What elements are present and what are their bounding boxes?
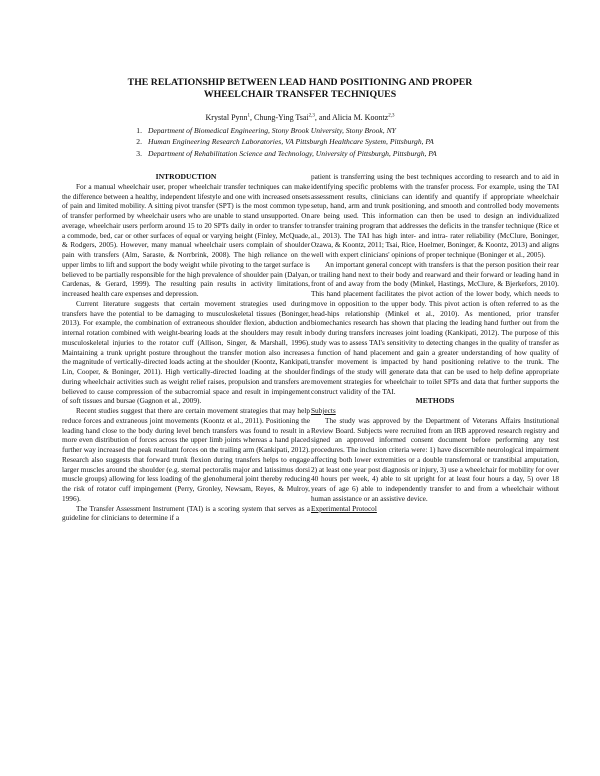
- protocol-subheading: Experimental Protocol: [311, 503, 377, 513]
- author-1: Krystal Pynn: [205, 113, 248, 122]
- author-2-affil: 2,3: [308, 113, 315, 119]
- title-line-1: THE RELATIONSHIP BETWEEN LEAD HAND POSITIONING AND PROPER: [127, 77, 473, 88]
- introduction-heading: INTRODUCTION: [155, 172, 217, 181]
- methods-paragraph-1: The study was approved by the Department of Veterans Affairs Institutional Review Board. Subjects were recruited from an IRB approved research registry and signed an approved informed consent document before performing any test procedures. The inclusion criteria were: 1) have discernible neurological impairment affecting both lower extremities or a double transfemoral or transtibial amputation, 2) at least one year post diagnosis or injury, 3) use a wheelchair for mobility for over 40 hours per week, 4) able to sit upright for at least four hours a day, 5) over 18 years of age 6) able to independently transfer to and from a wheelchair without human assistance or an assistive device.: [311, 415, 559, 503]
- intro-paragraph-4: The Transfer Assessment Instrument (TAI) is a scoring system that serves as a guideline for clinicians to determine if a: [62, 503, 310, 523]
- intro-paragraph-3: Recent studies suggest that there are certain movement strategies that may help reduce forces and extraneous joint movements (Koontz et al., 2011). Positioning the leading hand close to the body during level bench transfers was found to result in a more even distribution of forces across the upper limb joints whereas a hand placed further way increased the peak resultant forces on the trailing arm (Kankipati, 2012). Research also suggests that forward trunk flexion during transfers helps to engage larger muscles around the shoulder (e.g. sternal pectoralis major and latissimus dorsi muscle groups) allowing for less loading of the glenohumeral joint thereby reducing the risk of rotator cuff impingement (Perry, Gronley, Newsam, Reyes, & Mulroy, 1996).: [62, 406, 310, 503]
- subjects-subheading: Subjects: [311, 406, 336, 415]
- right-column: [311, 172, 559, 513]
- affiliations: [120, 125, 560, 159]
- paper-title: [40, 77, 560, 102]
- author-separator: ,: [250, 113, 255, 122]
- author-3: Alicia M. Koontz: [332, 113, 389, 122]
- author-separator: , and: [314, 113, 333, 122]
- author-list: [40, 113, 560, 123]
- intro-paragraph-1: For a manual wheelchair user, proper wheelchair transfer techniques can make the difference between a healthy, independent lifestyle and one with increased onsets of pain and limited mobility. A sitting pivot transfer (SPT) is the most common type of transfer performed by wheelchair users who are unable to stand unsupported. On average, wheelchair users perform around 15 to 20 SPTs daily in order to transfer to a commode, bed, car or other surfaces of equal or varying height (Finley, McQuade, & Rodgers, 2005). However, many manual wheelchair users complain of shoulder pain with transfers (Alm, Saraste, & Norrbrink, 2008). The high reliance on the upper limbs to lift and support the body weight while pivoting to the target surface is believed to be partially responsible for the high prevalence of shoulder pain (Dalyan, Cardenas, & Gerard, 1999). The resulting pain results in activity limitations, increased health care expenses and depression.: [62, 181, 310, 298]
- author-1-affil: 1: [247, 113, 251, 119]
- intro-paragraph-4-continued: patient is transferring using the best techniques according to research and to aid in identifying specific problems with the transfer process. For example, using the TAI assessment results, clinicians can identify and quantify if appropriate wheelchair setup, hand, arm and trunk positioning, and smooth and controlled body movements are being used. This information can then be used to design an individualized transfer training program that addresses the deficits in the transfer technique (Rice et al., 2013). The TAI has high inter- and intra- rater reliability (McClure, Boninger, Ozawa, & Koontz, 2011; Tsai, Rice, Hoelmer, Boninger, & Koontz, 2013) and aligns well with expert clinicians' opinions of proper technique (Boninger et al., 2005).: [311, 172, 559, 259]
- affiliation-3: [120, 148, 560, 159]
- affiliation-number: 2.: [136, 137, 142, 147]
- left-column: [62, 172, 310, 523]
- affiliation-2: [120, 136, 560, 147]
- methods-heading: METHODS: [415, 396, 455, 406]
- affiliation-1: [120, 125, 560, 136]
- intro-paragraph-5: An important general concept with transfers is that the person position their rear or trailing hand next to their body and rearward and their forward or leading hand in front of and away from the body (Minkel, Hastings, McClure, & Bjerkefors, 2010). This hand placement facilitates the pivot action of the lower body, which needs to move in opposition to the upper body. This pivot action is often referred to as the head-hips relationship (Minkel et al., 2010). As mentioned, prior transfer biomechanics research has shown that placing the leading hand further out from the body during transfers increases joint loading (Kankipati, 2012). The purpose of this study was to assess TAI's sensitivity to detecting changes in the quality of transfer as a function of hand placement and gain a greater understanding of how quality of transfer movement is impacted by hand positioning relative to the trunk. The findings of the study will generate data that can be used to help define appropriate movement strategies for wheelchair to toilet SPTs and data that further supports the construct validity of the TAI.: [311, 259, 559, 396]
- title-line-2: WHEELCHAIR TRANSFER TECHNIQUES: [203, 89, 397, 101]
- affiliation-number: 3.: [136, 148, 142, 158]
- intro-paragraph-2: Current literature suggests that certain movement strategies used during transfers have the potential to be damaging to musculoskeletal tissues (Boninger, 2013). For example, the combination of extraneous shoulder flexion, abduction and internal rotation combined with weight-bearing loads at the shoulders may result in musculoskeletal injuries to the rotator cuff (Allison, Singer, & Marshall, 1996). Maintaining a trunk upright posture throughout the transfer motion also increases the magnitude of vertically-directed loads acting at the shoulder (Koontz, Kankipati, Lin, Cooper, & Boninger, 2011). High vertically-directed loading at the shoulder during wheelchair activities such as weight relief raises, propulsion and transfers are believed to cause compression of the subacromial space and result in impingement of soft tissues and bursae (Gagnon et al., 2009).: [62, 298, 310, 406]
- affiliation-text: Human Engineering Research Laboratories, VA Pittsburgh Healthcare System, Pittsburgh, PA: [148, 137, 434, 147]
- affiliation-text: Department of Rehabilitation Science and Technology, University of Pittsburgh, Pittsburgh, PA: [148, 148, 437, 158]
- affiliation-text: Department of Biomedical Engineering, Stony Brook University, Stony Brook, NY: [148, 126, 396, 135]
- author-2: Chung-Ying Tsai: [254, 113, 309, 122]
- affiliation-number: 1.: [136, 126, 142, 135]
- author-3-affil: 2,3: [388, 113, 395, 119]
